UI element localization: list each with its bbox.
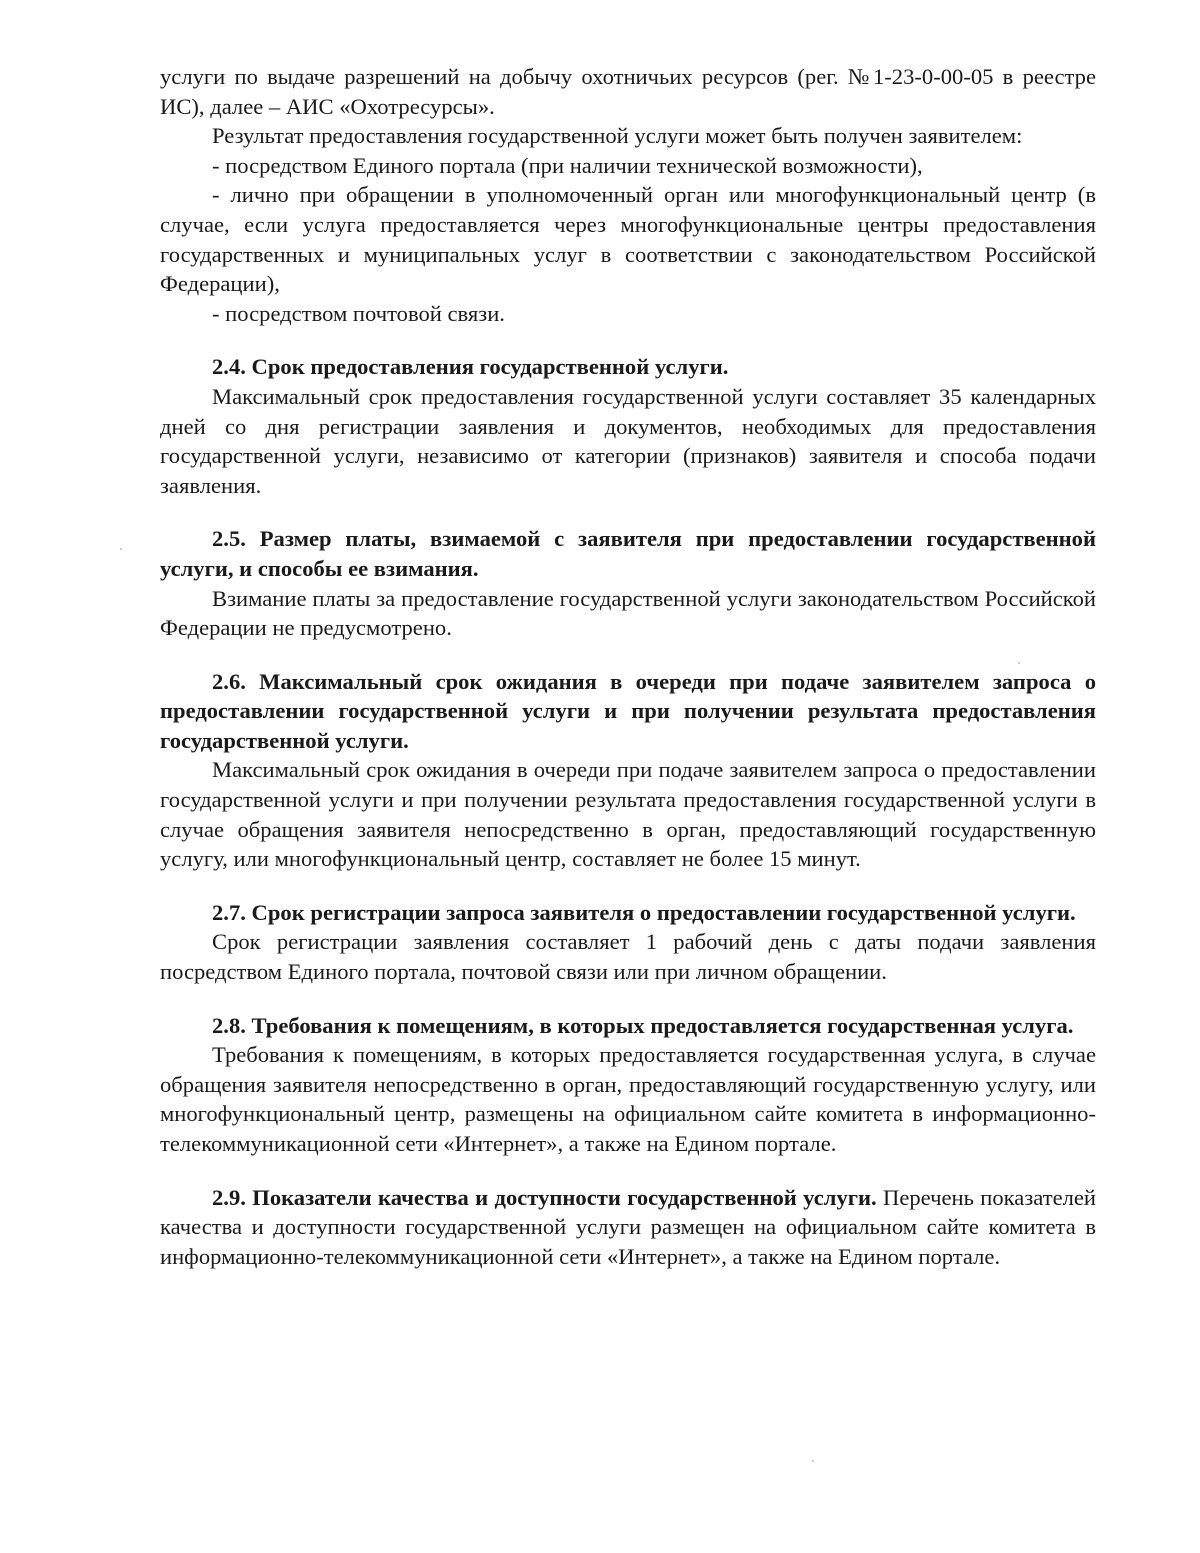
section-heading-2-7: 2.7. Срок регистрации запроса заявителя о предоставлении государственной услуги. <box>212 899 1076 925</box>
paragraph-result: Результат предоставления государственной услуги может быть получен заявителем: <box>212 123 1023 149</box>
list-item: - лично при обращении в уполномоченный орган или многофункциональный центр (в случае, если услуга предоставляется через многофункциональные центры предоставления государственных и муниципальных услуг в соответствии с законодательством Российской Федерации), <box>160 182 1096 297</box>
section-body-2-4: Максимальный срок предоставления государственной услуги составляет 35 календарных дней со дня регистрации заявления и документов, необходимых для предоставления государственной услуги, независимо от категории (признаков) заявителя и способа подачи заявления. <box>160 383 1096 498</box>
section-heading-2-6: 2.6. Максимальный срок ожидания в очереди при подаче заявителем запроса о предоставлении государственной услуги и при получении результата предоставления государственной услуги. <box>160 668 1096 753</box>
section-heading-2-9: 2.9. Показатели качества и доступности государственной услуги. <box>212 1184 877 1210</box>
section-body-2-7: Срок регистрации заявления составляет 1 рабочий день с даты подачи заявления посредством Единого портала, почтовой связи или при личном обращении. <box>160 929 1096 985</box>
scan-speck <box>120 548 122 550</box>
list-item: - посредством почтовой связи. <box>212 300 505 326</box>
section-heading-2-8: 2.8. Требования к помещениям, в которых предоставляется государственная услуга. <box>212 1012 1074 1038</box>
section-heading-2-5: 2.5. Размер платы, взимаемой с заявителя при предоставлении государственной услуги, и способы ее взимания. <box>160 526 1096 581</box>
section-body-2-6: Максимальный срок ожидания в очереди при подаче заявителем запроса о предоставлении государственной услуги и при получении результата предоставления государственной услуги в случае обращения заявителя непосредственно в орган, предоставляющий государственную услугу, или многофункциональный центр, составляет не более 15 минут. <box>160 757 1096 872</box>
list-item: - посредством Единого портала (при наличии технической возможности), <box>212 152 923 178</box>
section-body-2-8: Требования к помещениям, в которых предоставляется государственная услуга, в случае обращения заявителя непосредственно в орган, предоставляющий государственную услугу, или многофункциональный центр, размещены на официальном сайте комитета в информационно-телекоммуникационной сети «Интернет», а также на Едином портале. <box>160 1042 1096 1156</box>
section-body-2-9: Перечень показателей качества и доступности государственной услуги размещен на официальном сайте комитета в информационно-телекоммуникационной сети «Интернет», а также на Едином портале. <box>160 1184 1096 1269</box>
section-body-2-5: Взимание платы за предоставление государственной услуги законодательством Российской Федерации не предусмотрено. <box>160 585 1096 641</box>
paragraph-intro: услуги по выдаче разрешений на добычу охотничьих ресурсов (рег. №1-23-0-00-05 в реестре ИС), далее – АИС «Охотресурсы». <box>160 64 1096 119</box>
scan-speck <box>812 1460 814 1462</box>
document-body <box>160 62 1096 1271</box>
scan-speck <box>1018 662 1020 664</box>
section-heading-2-4: 2.4. Срок предоставления государственной услуги. <box>212 354 729 380</box>
section-2-9 <box>160 1183 1096 1272</box>
